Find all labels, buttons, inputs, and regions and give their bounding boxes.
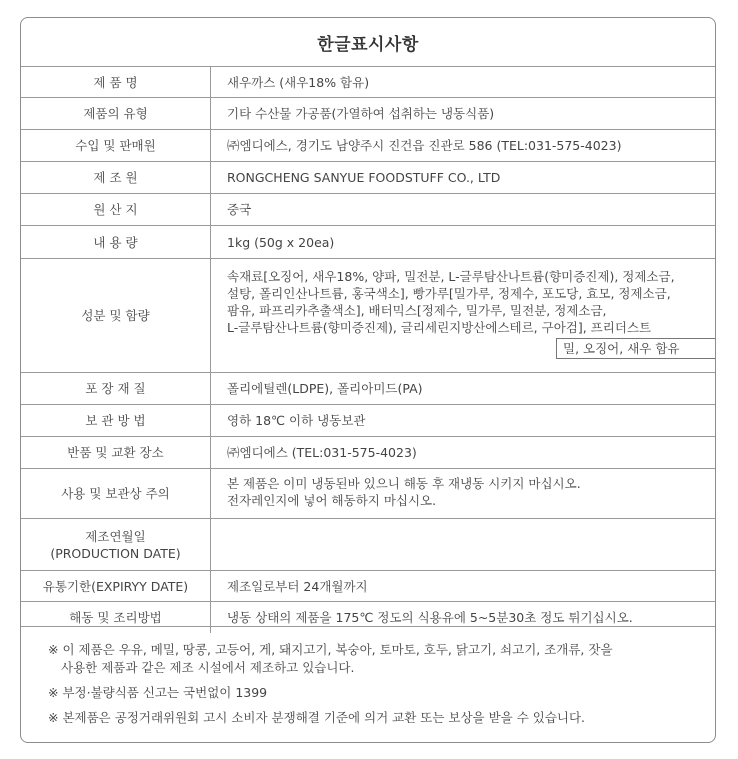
allergen-box (227, 338, 715, 359)
page-title: 한글표시사항 (317, 34, 419, 55)
note-item (21, 684, 715, 702)
row-label: 성분 및 함량 (21, 259, 211, 373)
table-row (21, 162, 715, 194)
row-value: 제조일로부터 24개월까지 (211, 571, 716, 602)
caution-line: 전자레인지에 넣어 해동하지 마십시오. (227, 493, 437, 508)
table-row (21, 373, 715, 405)
table-row (21, 405, 715, 437)
row-label-line: 제조연월일 (85, 528, 146, 544)
row-value: ㈜엠디에스 (TEL:031-575-4023) (211, 437, 716, 469)
row-label: 사용 및 보관상 주의 (21, 469, 211, 519)
row-label: 보 관 방 법 (21, 405, 211, 437)
row-value: 영하 18℃ 이하 냉동보관 (211, 405, 716, 437)
table-row (21, 67, 715, 98)
notes-section (21, 626, 715, 734)
row-label: 제품의 유형 (21, 98, 211, 130)
row-value: ㈜엠디에스, 경기도 남양주시 진건읍 진관로 586 (TEL:031-575-4023) (211, 130, 716, 162)
row-value (211, 469, 716, 519)
row-value: 중국 (211, 194, 716, 226)
label-card (20, 17, 716, 743)
ingredient-line: 속재료[오징어, 새우18%, 양파, 밀전분, L-글루탐산나트륨(향미증진제), 정제소금, (227, 269, 675, 284)
note-line: 사용한 제품과 같은 제조 시설에서 제조하고 있습니다. (61, 660, 355, 675)
table-row (21, 259, 715, 373)
row-label (21, 519, 211, 571)
row-value (211, 519, 716, 571)
note-line: ※ 이 제품은 우유, 메밀, 땅콩, 고등어, 게, 돼지고기, 복숭아, 토마토, 호두, 닭고기, 쇠고기, 조개류, 잣을 (48, 642, 613, 657)
table-row (21, 519, 715, 571)
row-label: 해동 및 조리방법 (21, 602, 211, 633)
row-value (211, 259, 716, 373)
table-row (21, 194, 715, 226)
row-value: 1kg (50g x 20ea) (211, 226, 716, 259)
table-row (21, 469, 715, 519)
spec-table (21, 66, 715, 633)
caution-line: 본 제품은 이미 냉동된바 있으니 해동 후 재냉동 시키지 마십시오. (227, 476, 581, 491)
note-item (21, 641, 715, 677)
table-row (21, 130, 715, 162)
row-value: RONGCHENG SANYUE FOODSTUFF CO., LTD (211, 162, 716, 194)
table-row (21, 226, 715, 259)
row-value: 냉동 상태의 제품을 175℃ 정도의 식용유에 5~5분30초 정도 튀기십시오. (211, 602, 716, 633)
table-row (21, 571, 715, 602)
table-row (21, 437, 715, 469)
row-label: 유통기한(EXPIRYY DATE) (21, 571, 211, 602)
row-label: 내 용 량 (21, 226, 211, 259)
row-label: 수입 및 판매원 (21, 130, 211, 162)
row-label: 제 품 명 (21, 67, 211, 98)
note-line: ※ 부정·불량식품 신고는 국번없이 1399 (48, 685, 268, 700)
row-label: 제 조 원 (21, 162, 211, 194)
row-label: 포 장 재 질 (21, 373, 211, 405)
row-value: 폴리에틸렌(LDPE), 폴리아미드(PA) (211, 373, 716, 405)
ingredient-line: 팜유, 파프리카추출색소], 배터믹스[정제수, 밀가루, 밀전분, 정제소금, (227, 303, 607, 318)
ingredient-line: 설탕, 폴리인산나트륨, 홍국색소], 빵가루[밀가루, 정제수, 포도당, 효모, 정제소금, (227, 286, 671, 301)
table-row (21, 98, 715, 130)
row-label-line: (PRODUCTION DATE) (50, 545, 181, 561)
ingredient-line: L-글루탐산나트륨(향미증진제), 글리세린지방산에스테르, 구아검], 프리더스트 (227, 320, 652, 335)
allergen-text: 밀, 오징어, 새우 함유 (556, 338, 715, 359)
note-item (21, 709, 715, 727)
row-value: 새우까스 (새우18% 함유) (211, 67, 716, 98)
note-line: ※ 본제품은 공정거래위원회 고시 소비자 분쟁해결 기준에 의거 교환 또는 보상을 받을 수 있습니다. (48, 710, 586, 725)
row-label: 반품 및 교환 장소 (21, 437, 211, 469)
row-label: 원 산 지 (21, 194, 211, 226)
row-value: 기타 수산물 가공품(가열하여 섭취하는 냉동식품) (211, 98, 716, 130)
